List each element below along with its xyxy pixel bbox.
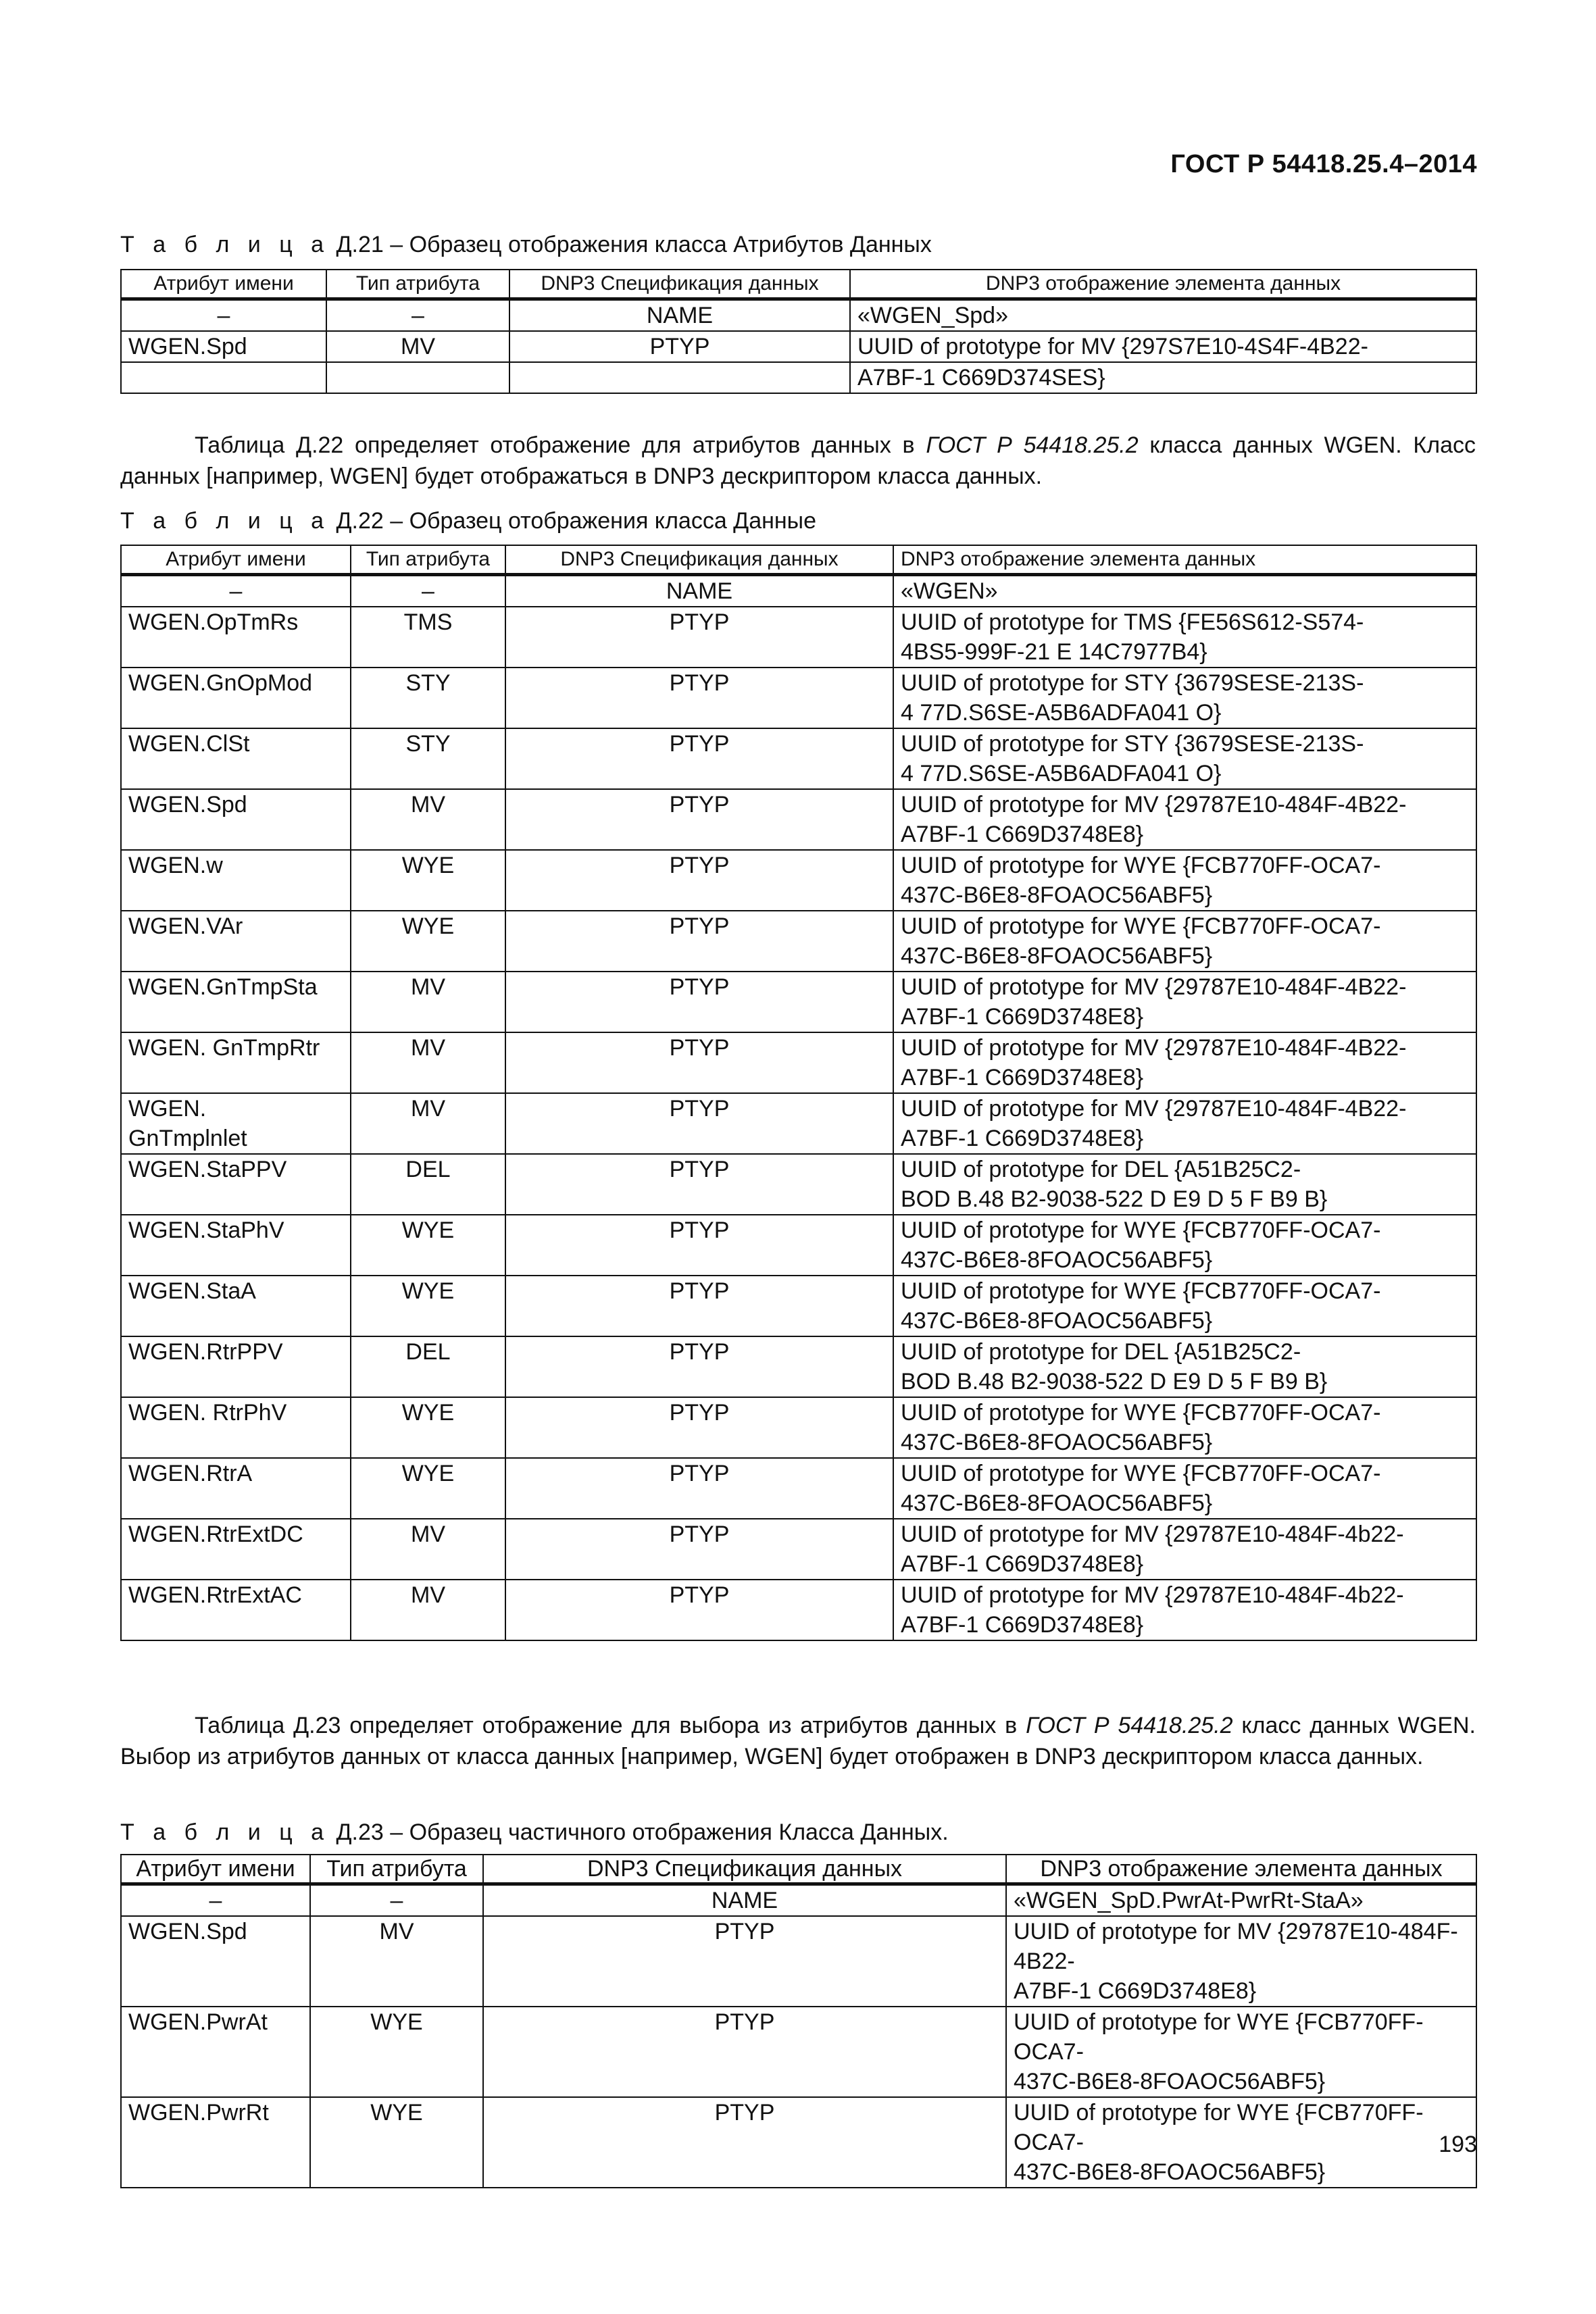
table-cell [121,850,351,911]
cell-text: PTYP [669,1400,730,1426]
table22-caption-prefix: Т а б л и ц а [120,508,330,534]
cell-text: UUID of prototype for WYE {FCB770FF-OCA7- [901,1461,1381,1486]
cell-text: PTYP [669,731,730,757]
table-cell [351,1093,505,1154]
cell-text: PTYP [669,792,730,818]
cell-text: UUID of prototype for WYE {FCB770FF-OCA7- [901,1278,1381,1304]
cell-text: PTYP [669,609,730,635]
table-cell [351,1519,505,1580]
table-cell [505,911,893,972]
cell-text: PTYP [669,1521,730,1547]
table-row [121,2097,1476,2188]
cell-text: WGEN.RtrExtDC [128,1521,303,1547]
cell-text: UUID of prototype for TMS {FE56S612-S574- [901,609,1364,635]
table-row [121,1458,1476,1519]
table-row [121,1916,1476,2007]
table-cell [893,728,1476,789]
table-cell [505,668,893,728]
cell-text: WGEN.Spd [128,1919,247,1944]
table-cell [893,1276,1476,1336]
table-cell [505,1336,893,1397]
table21-caption [120,232,932,258]
table-row [121,575,1476,607]
cell-text: MV [379,1919,414,1944]
cell-text: PTYP [669,1278,730,1304]
cell-text: WGEN.GnOpMod [128,670,313,696]
table-cell: – [121,299,326,332]
table-cell [310,2097,483,2188]
cell-text: WYE [401,913,455,939]
table22-header-cell: DNP3 отображение элемента данных [893,545,1476,575]
cell-text: PTYP [669,670,730,696]
table-cell [351,1154,505,1215]
table-cell [893,1336,1476,1397]
table-cell [1006,2097,1476,2188]
table-cell [509,362,850,393]
cell-text: WYE [401,1278,455,1304]
cell-text-continued: 4BS5-999F-21 E 14C7977B4} [901,639,1207,665]
cell-text: UUID of prototype for DEL {A51B25C2- [901,1339,1301,1365]
table-cell [351,972,505,1032]
table-cell [351,575,505,607]
cell-text: UUID of prototype for MV {29787E10-484F-4B22- [901,792,1407,818]
table-cell [121,911,351,972]
table-row [121,972,1476,1032]
table-cell [121,607,351,668]
table-cell [505,1580,893,1640]
table-cell [351,1032,505,1093]
cell-text: PTYP [669,1096,730,1122]
table21-caption-prefix: Т а б л и ц а [120,232,330,257]
table-cell [505,728,893,789]
cell-text: UUID of prototype for STY {3679SESE-213S- [901,731,1364,757]
table-cell [505,575,893,607]
table-cell [351,1580,505,1640]
cell-text-continued: 437C-B6E8-8FOAOC56ABF5} [901,1247,1213,1273]
page-number: 193 [1439,2132,1477,2157]
cell-text-continued: 437C-B6E8-8FOAOC56ABF5} [901,1490,1213,1516]
table-cell [505,1276,893,1336]
cell-text: – [229,578,243,604]
table-cell [121,1397,351,1458]
cell-text: UUID of prototype for WYE {FCB770FF-OCA7- [901,1217,1381,1243]
cell-text: MV [411,792,445,818]
cell-text-continued: A7BF-1 C669D3748E8} [901,1126,1144,1151]
table-cell [121,362,326,393]
cell-text: «WGEN_SpD.PwrAt-PwrRt-StaA» [1014,1888,1364,1913]
table22-header-row [121,545,1476,575]
table-cell: – [326,299,509,332]
table-cell [505,1519,893,1580]
para22-lead: Таблица Д.22 определяет отображение для атрибутов данных в [195,432,926,458]
cell-text-continued: 437C-B6E8-8FOAOC56ABF5} [1014,2069,1326,2094]
cell-text: UUID of prototype for MV {29787E10-484F-4B22- [1014,1919,1458,1974]
cell-text: WGEN.ClSt [128,731,250,757]
cell-text: MV [411,1096,445,1122]
table-cell [893,575,1476,607]
para23-lead: Таблица Д.23 определяет отображение для выбора из атрибутов данных в [195,1713,1026,1738]
table-cell [351,1215,505,1276]
table-cell [121,789,351,850]
table21-caption-text: Д.21 – Образец отображения класса Атрибутов Данных [330,232,932,257]
cell-text-continued: 437C-B6E8-8FOAOC56ABF5} [1014,2159,1326,2185]
cell-text: WGEN.RtrA [128,1461,253,1486]
cell-text: UUID of prototype for DEL {A51B25C2- [901,1157,1301,1182]
table-cell [893,607,1476,668]
cell-text: MV [411,974,445,1000]
table-cell [893,1519,1476,1580]
cell-text: UUID of prototype for MV {29787E10-484F-4B22- [901,1035,1407,1061]
cell-text: PTYP [714,2100,775,2126]
table-row [121,1884,1476,1917]
table-cell [121,2007,310,2097]
cell-text: PTYP [714,1919,775,1944]
cell-text: UUID of prototype for WYE {FCB770FF-OCA7- [1014,2100,1424,2155]
table-cell [1006,1884,1476,1917]
cell-text: WYE [401,1461,455,1486]
cell-text: WGEN.GnTmpSta [128,974,318,1000]
cell-text-continued: A7BF-1 C669D3748E8} [901,1004,1144,1030]
cell-text-continued: A7BF-1 C669D3748E8} [1014,1978,1257,2004]
cell-text: PTYP [669,1217,730,1243]
cell-text: UUID of prototype for WYE {FCB770FF-OCA7- [901,913,1381,939]
para23-ref: ГОСТ Р 54418.25.2 [1026,1713,1233,1738]
cell-text-continued: 437C-B6E8-8FOAOC56ABF5} [901,1430,1213,1455]
table-row [121,789,1476,850]
table23-header-cell: Атрибут имени [121,1855,310,1884]
cell-text-continued: A7BF-1 C669D3748E8} [901,1612,1144,1638]
cell-text: UUID of prototype for WYE {FCB770FF-OCA7- [1014,2009,1424,2065]
cell-text: – [422,578,434,604]
cell-text: WYE [370,2100,423,2126]
table-row [121,728,1476,789]
table-cell [893,850,1476,911]
table-cell [351,1397,505,1458]
table-row [121,1154,1476,1215]
cell-text-continued: 4 77D.S6SE-A5B6ADFA041 O} [901,761,1222,786]
table-cell [893,1154,1476,1215]
table21-header-cell: Тип атрибута [326,270,509,299]
table-cell [483,2097,1006,2188]
cell-text: MV [411,1035,445,1061]
para23-tail: класс данных WGEN. Выбор из атрибутов данных от класса данных [например, WGEN] будет отображен в DNP3 дескриптором класса данных. [120,1713,1476,1769]
table-cell [351,607,505,668]
cell-text: WGEN.StaPhV [128,1217,284,1243]
table-cell [483,1884,1006,1917]
cell-text: NAME [666,578,733,604]
table-row [121,331,1476,362]
table-cell [351,911,505,972]
table-row [121,1276,1476,1336]
cell-text: WGEN.RtrExtAC [128,1582,302,1608]
cell-text: UUID of prototype for WYE {FCB770FF-OCA7- [901,1400,1381,1426]
cell-text-continued: 437C-B6E8-8FOAOC56ABF5} [901,882,1213,908]
table-cell [505,789,893,850]
cell-text: WGEN.Spd [128,792,247,818]
table-cell [351,789,505,850]
standard-header: ГОСТ Р 54418.25.4–2014 [1170,150,1477,178]
cell-text: STY [405,731,451,757]
table-cell [121,1884,310,1917]
cell-text: UUID of prototype for MV {29787E10-484F-4B22- [901,974,1407,1000]
table-cell [483,2007,1006,2097]
cell-text: PTYP [669,1157,730,1182]
table-cell [326,362,509,393]
table-cell [351,1276,505,1336]
cell-text: UUID of prototype for MV {29787E10-484F-4b22- [901,1521,1404,1547]
cell-text: UUID of prototype for WYE {FCB770FF-OCA7- [901,853,1381,878]
table-cell [310,1884,483,1917]
table-row [121,1093,1476,1154]
table-row [121,668,1476,728]
table23-caption-text: Д.23 – Образец частичного отображения Класса Данных. [330,1819,949,1845]
table-cell [310,2007,483,2097]
table-cell [893,668,1476,728]
cell-text: PTYP [669,1582,730,1608]
table-cell: NAME [509,299,850,332]
para22-ref: ГОСТ Р 54418.25.2 [926,432,1139,458]
table-row [121,1580,1476,1640]
table21-header-cell: DNP3 Спецификация данных [509,270,850,299]
cell-text-continued: 437C-B6E8-8FOAOC56ABF5} [901,943,1213,969]
table-cell [121,1215,351,1276]
cell-text: UUID of prototype for MV {29787E10-484F-4b22- [901,1582,1404,1608]
table23-header-cell: DNP3 отображение элемента данных [1006,1855,1476,1884]
table23-header-cell: Тип атрибута [310,1855,483,1884]
cell-text: DEL [405,1157,451,1182]
table21-header-row [121,270,1476,299]
table22-header-cell: Атрибут имени [121,545,351,575]
table-cell [505,607,893,668]
cell-text: WGEN. GnTmpRtr [128,1035,320,1061]
table-row [121,850,1476,911]
table-cell [893,789,1476,850]
cell-text-continued: 4 77D.S6SE-A5B6ADFA041 O} [901,700,1222,726]
cell-text: DEL [405,1339,451,1365]
cell-text-continued: A7BF-1 C669D3748E8} [901,822,1144,847]
table-cell [893,1215,1476,1276]
table-cell [505,1093,893,1154]
table-cell [505,1032,893,1093]
cell-text: PTYP [669,1339,730,1365]
table-cell [893,911,1476,972]
table-cell [505,850,893,911]
cell-text: «WGEN» [901,578,998,604]
table-cell: A7BF-1 C669D374SES} [850,362,1476,393]
table22-caption [120,508,816,534]
table-row [121,1397,1476,1458]
table-cell [351,1458,505,1519]
table-cell [121,668,351,728]
table-row [121,299,1476,332]
table-cell [483,1916,1006,2007]
table-cell: WGEN.Spd [121,331,326,362]
cell-text-continued: BOD B.48 B2-9038-522 D E9 D 5 F B9 B} [901,1186,1328,1212]
table-cell [505,1458,893,1519]
table-cell [310,1916,483,2007]
cell-text: WGEN.StaPPV [128,1157,287,1182]
cell-text-continued: BOD B.48 B2-9038-522 D E9 D 5 F B9 B} [901,1369,1328,1394]
table-cell [351,668,505,728]
table-row [121,1519,1476,1580]
table-cell [121,728,351,789]
table-cell [121,2097,310,2188]
table23-header-row [121,1855,1476,1884]
cell-text: PTYP [669,853,730,878]
paragraph-table23-intro [120,1710,1476,1772]
cell-text-continued: 437C-B6E8-8FOAOC56ABF5} [901,1308,1213,1334]
cell-text: – [390,1888,403,1913]
cell-text: WGEN.RtrPPV [128,1339,283,1365]
cell-text: PTYP [669,974,730,1000]
table-cell [505,1215,893,1276]
table-cell [351,728,505,789]
table-cell [505,1397,893,1458]
table-cell [1006,1916,1476,2007]
table21 [120,269,1477,394]
cell-text: WGEN. GnTmplnlet [128,1096,247,1151]
cell-text: WGEN.OpTmRs [128,609,299,635]
cell-text: MV [411,1521,445,1547]
table-cell [121,1032,351,1093]
cell-text: – [209,1888,222,1913]
table-cell [121,1458,351,1519]
table-row [121,1215,1476,1276]
table-cell [121,972,351,1032]
table22 [120,545,1477,1641]
cell-text: WGEN.PwrAt [128,2009,268,2035]
cell-text: WYE [401,1217,455,1243]
cell-text: WYE [370,2009,423,2035]
cell-text: WYE [401,853,455,878]
table-row [121,607,1476,668]
cell-text-continued: A7BF-1 C669D3748E8} [901,1065,1144,1090]
table-cell [121,1276,351,1336]
table-cell [121,1519,351,1580]
cell-text: NAME [711,1888,778,1913]
table-row [121,362,1476,393]
table-cell [121,1916,310,2007]
table-cell [121,575,351,607]
table-cell: PTYP [509,331,850,362]
table-cell [121,1336,351,1397]
table22-caption-text: Д.22 – Образец отображения класса Данные [330,508,817,534]
table-cell [121,1093,351,1154]
cell-text: TMS [403,609,453,635]
table-cell [121,1580,351,1640]
table-cell [893,1032,1476,1093]
table-cell [1006,2007,1476,2097]
table-cell [351,850,505,911]
table23-header-cell: DNP3 Спецификация данных [483,1855,1006,1884]
table23-caption-prefix: Т а б л и ц а [120,1819,330,1845]
cell-text: UUID of prototype for STY {3679SESE-213S- [901,670,1364,696]
table-row [121,911,1476,972]
table-row [121,2007,1476,2097]
table23-caption [120,1819,949,1846]
table-cell: UUID of prototype for MV {297S7E10-4S4F-4B22- [850,331,1476,362]
paragraph-table22-intro [120,430,1476,492]
cell-text: WGEN. RtrPhV [128,1400,287,1426]
cell-text: WYE [401,1400,455,1426]
cell-text: PTYP [669,913,730,939]
table-cell [121,1154,351,1215]
table-row [121,1032,1476,1093]
table-cell [893,1458,1476,1519]
para22-tail: класса данных WGEN. Класс данных [например, WGEN] будет отображаться в DNP3 дескриптором класса данных. [120,432,1476,489]
table-row [121,1336,1476,1397]
table-cell: MV [326,331,509,362]
cell-text: WGEN.StaA [128,1278,256,1304]
cell-text: PTYP [669,1035,730,1061]
table21-header-cell: Атрибут имени [121,270,326,299]
table23 [120,1854,1477,2188]
cell-text: WGEN.w [128,853,223,878]
table-cell: «WGEN_Spd» [850,299,1476,332]
table-cell [893,1397,1476,1458]
cell-text: MV [411,1582,445,1608]
table-cell [893,1580,1476,1640]
cell-text: STY [405,670,451,696]
cell-text: PTYP [669,1461,730,1486]
table-cell [893,972,1476,1032]
cell-text: UUID of prototype for MV {29787E10-484F-4B22- [901,1096,1407,1122]
table22-header-cell: Тип атрибута [351,545,505,575]
table-cell [893,1093,1476,1154]
table21-header-cell: DNP3 отображение элемента данных [850,270,1476,299]
cell-text-continued: A7BF-1 C669D3748E8} [901,1551,1144,1577]
table22-header-cell: DNP3 Спецификация данных [505,545,893,575]
cell-text: PTYP [714,2009,775,2035]
table-cell [505,1154,893,1215]
table-cell [351,1336,505,1397]
cell-text: WGEN.PwrRt [128,2100,269,2126]
cell-text: WGEN.VAr [128,913,243,939]
table-cell [505,972,893,1032]
